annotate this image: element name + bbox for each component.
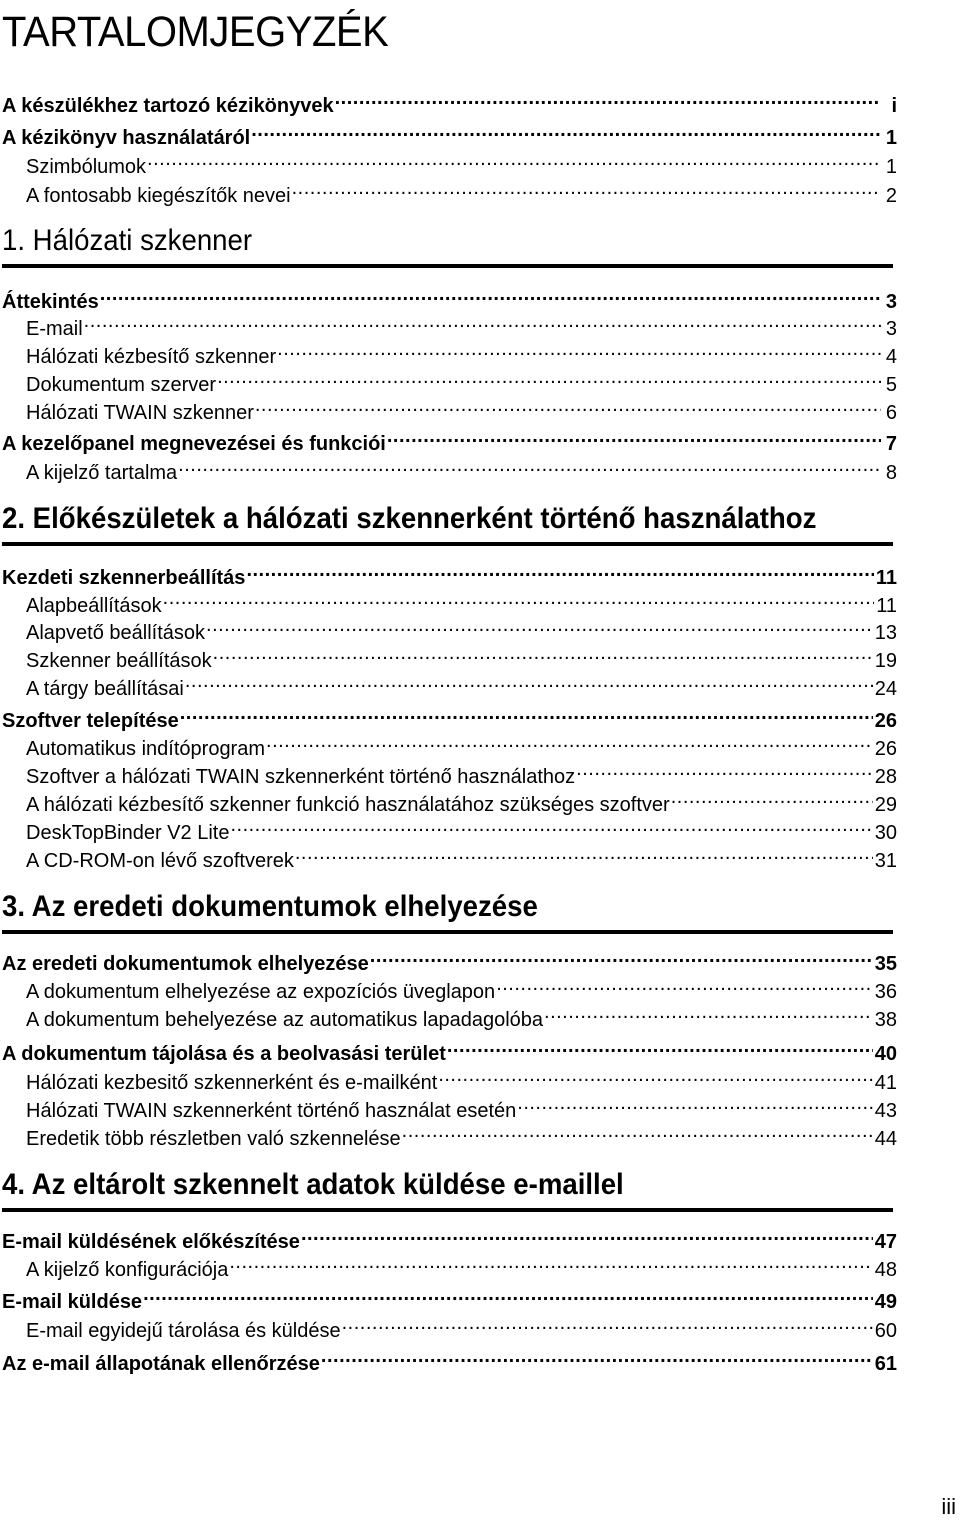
toc-entry-page-number: 2 [885,185,897,207]
toc-entry-page-number: 48 [874,1259,897,1281]
toc-entry-label: A CD-ROM-on lévő szoftverek [26,850,294,872]
chapter-heading[interactable] [2,500,893,546]
dot-leader [246,556,873,584]
dot-leader [213,639,873,667]
toc-entry-label: A tárgy beállításai [26,678,184,700]
toc-entry-page-number: 31 [874,850,897,872]
toc-subsection-entry[interactable] [0,174,897,207]
toc-entry-page-number: 1 [885,156,897,178]
toc-entry-label: Hálózati kezbesitő szkennerként és e-mailként [26,1072,438,1094]
toc-section-entry[interactable] [0,280,897,313]
toc-entry-label: A kezelőpanel megnevezései és funkciói [2,433,386,455]
toc-entry-label: Szoftver telepítése [2,710,179,732]
toc-section-entry[interactable] [0,1220,897,1253]
toc-entry-label: A dokumentum behelyezése az automatikus lapadagolóba [26,1009,544,1031]
toc-entry-page-number: 28 [874,766,897,788]
toc-entry-label: Áttekintés [2,291,99,313]
toc-section-entry[interactable] [0,422,897,455]
toc-subsection-entry[interactable] [0,783,897,816]
toc-entry-label: Hálózati TWAIN szkenner [26,402,254,424]
toc-subsection-entry[interactable] [0,639,897,672]
toc-subsection-entry[interactable] [0,667,897,700]
toc-entry-label: E-mail küldése [2,1291,143,1313]
chapter-heading-text: 2. Előkészületek a hálózati szkennerként történő használathoz [2,502,817,535]
dot-leader [217,363,881,391]
toc-entry-page-number: 49 [874,1291,897,1313]
toc-entry-label: A hálózati kézbesítő szkenner funkció használatához szükséges szoftver [26,794,670,816]
toc-entry-label: Hálózati TWAIN szkennerként történő használat esetén [26,1100,517,1122]
dot-leader [178,451,881,479]
toc-entry-page-number: 41 [874,1072,897,1094]
dot-leader [147,145,881,173]
dot-leader [163,584,875,612]
toc-entry-label: A kijelző tartalma [26,462,178,484]
dot-leader [342,1309,873,1337]
toc-entry-label: Az eredeti dokumentumok elhelyezése [2,953,369,975]
toc-subsection-entry[interactable] [0,584,897,617]
toc-entry-page-number: 43 [874,1100,897,1122]
dot-leader [671,783,873,811]
dot-leader [447,1032,873,1060]
toc-subsection-entry[interactable] [0,335,897,368]
toc-entry-page-number: 29 [874,794,897,816]
toc-subsection-entry[interactable] [0,811,897,844]
chapter-heading-text: 1. Hálózati szkenner [2,224,253,257]
dot-leader [255,391,881,419]
toc-section-entry[interactable] [0,1280,897,1313]
toc-subsection-entry[interactable] [0,451,897,484]
toc-subsection-entry[interactable] [0,363,897,396]
toc-entry-label: Hálózati kézbesítő szkenner [26,346,277,368]
toc-entry-page-number: 47 [874,1231,897,1253]
dot-leader [84,307,881,335]
chapter-heading[interactable] [2,222,893,268]
toc-entry-page-number: 36 [874,981,897,1003]
toc-entry-label: Az e-mail állapotának ellenőrzése [2,1353,320,1375]
toc-entry-page-number: 3 [885,318,897,340]
toc-section-entry[interactable] [0,116,897,149]
dot-leader [301,1220,873,1248]
toc-subsection-entry[interactable] [0,970,897,1003]
toc-section-entry[interactable] [0,699,897,732]
dot-leader [266,727,873,755]
toc-subsection-entry[interactable] [0,839,897,872]
toc-entry-page-number: 6 [885,402,897,424]
dot-leader [387,422,881,450]
toc-section-entry[interactable] [0,1032,897,1065]
toc-subsection-entry[interactable] [0,307,897,340]
toc-subsection-entry[interactable] [0,611,897,644]
toc-subsection-entry[interactable] [0,1061,897,1094]
toc-entry-page-number: 44 [874,1128,897,1150]
dot-leader [517,1089,872,1117]
dot-leader [180,699,873,727]
dot-leader [438,1061,872,1089]
toc-entry-label: Szkenner beállítások [26,650,212,672]
toc-subsection-entry[interactable] [0,391,897,424]
dot-leader [295,839,873,867]
toc-entry-page-number: 35 [874,953,897,975]
chapter-heading-text: 3. Az eredeti dokumentumok elhelyezése [2,890,538,923]
toc-subsection-entry[interactable] [0,998,897,1031]
toc-subsection-entry[interactable] [0,755,897,788]
dot-leader [544,998,873,1026]
dot-leader [370,942,873,970]
dot-leader [185,667,873,695]
toc-entry-label: A dokumentum elhelyezése az expozíciós üveglapon [26,981,496,1003]
chapter-heading-text: 4. Az eltárolt szkennelt adatok küldése e-maillel [2,1168,624,1201]
dot-leader [335,84,881,112]
toc-entry-label: A kézikönyv használatáról [2,127,251,149]
toc-entry-page-number: 24 [874,678,897,700]
toc-subsection-entry[interactable] [0,1248,897,1281]
toc-entry-label: A készülékhez tartozó kézikönyvek [2,95,334,117]
toc-subsection-entry[interactable] [0,1309,897,1342]
toc-entry-label: Szimbólumok [26,156,147,178]
toc-entry-page-number: 30 [874,822,897,844]
toc-entry-label: Eredetik több részletben való szkennelése [26,1128,401,1150]
toc-entry-label: E-mail [26,318,83,340]
toc-entry-label: Dokumentum szerver [26,374,217,396]
toc-entry-label: Alapbeállítások [26,595,162,617]
dot-leader [277,335,881,363]
toc-entry-page-number: 13 [874,622,897,644]
toc-subsection-entry[interactable] [0,1089,897,1122]
dot-leader [206,611,873,639]
dot-leader [496,970,873,998]
toc-subsection-entry[interactable] [0,145,897,178]
toc-entry-label: Szoftver a hálózati TWAIN szkennerként történő használathoz [26,766,576,788]
toc-entry-page-number: 60 [874,1320,897,1342]
toc-entry-page-number: 3 [885,291,897,313]
toc-subsection-entry[interactable] [0,1117,897,1150]
dot-leader [251,116,881,144]
toc-entry-label: E-mail egyidejű tárolása és küldése [26,1320,341,1342]
toc-entry-label: E-mail küldésének előkészítése [2,1231,300,1253]
toc-entry-page-number: 4 [885,346,897,368]
dot-leader [292,174,881,202]
toc-entry-page-number: 19 [874,650,897,672]
toc-entry-label: Alapvető beállítások [26,622,206,644]
dot-leader [402,1117,873,1145]
toc-entry-label: DeskTopBinder V2 Lite [26,822,230,844]
dot-leader [321,1342,873,1370]
toc-entry-label: Kezdeti szkennerbeállítás [2,567,246,589]
toc-entry-page-number: 1 [885,127,897,149]
toc-section-entry[interactable] [0,1342,897,1375]
toc-entry-page-number: 26 [874,710,897,732]
toc-entry-page-number: 7 [885,433,897,455]
chapter-heading[interactable] [2,1166,893,1212]
dot-leader [229,1248,872,1276]
toc-entry-page-number: 11 [875,567,897,589]
toc-entry-label: A dokumentum tájolása és a beolvasási terület [2,1043,446,1065]
toc-entry-page-number: 40 [874,1043,897,1065]
dot-leader [143,1280,873,1308]
toc-entry-page-number: i [891,95,897,117]
dot-leader [230,811,872,839]
toc-section-entry[interactable] [0,84,897,117]
toc-section-entry[interactable] [0,556,897,589]
toc-entry-page-number: 26 [874,738,897,760]
dot-leader [100,280,881,308]
toc-entry-page-number: 11 [876,595,897,617]
toc-entry-page-number: 8 [885,462,897,484]
toc-subsection-entry[interactable] [0,727,897,760]
toc-entry-label: A kijelző konfigurációja [26,1259,229,1281]
toc-entry-label: A fontosabb kiegészítők nevei [26,185,291,207]
page-number: iii [941,1494,956,1519]
toc-entry-page-number: 61 [874,1353,897,1375]
toc-entry-page-number: 38 [874,1009,897,1031]
toc-entry-page-number: 5 [885,374,897,396]
toc-entry-label: Automatikus indítóprogram [26,738,266,760]
page-title: TARTALOMJEGYZÉK [2,8,389,56]
dot-leader [576,755,873,783]
toc-section-entry[interactable] [0,942,897,975]
chapter-heading[interactable] [2,888,893,934]
